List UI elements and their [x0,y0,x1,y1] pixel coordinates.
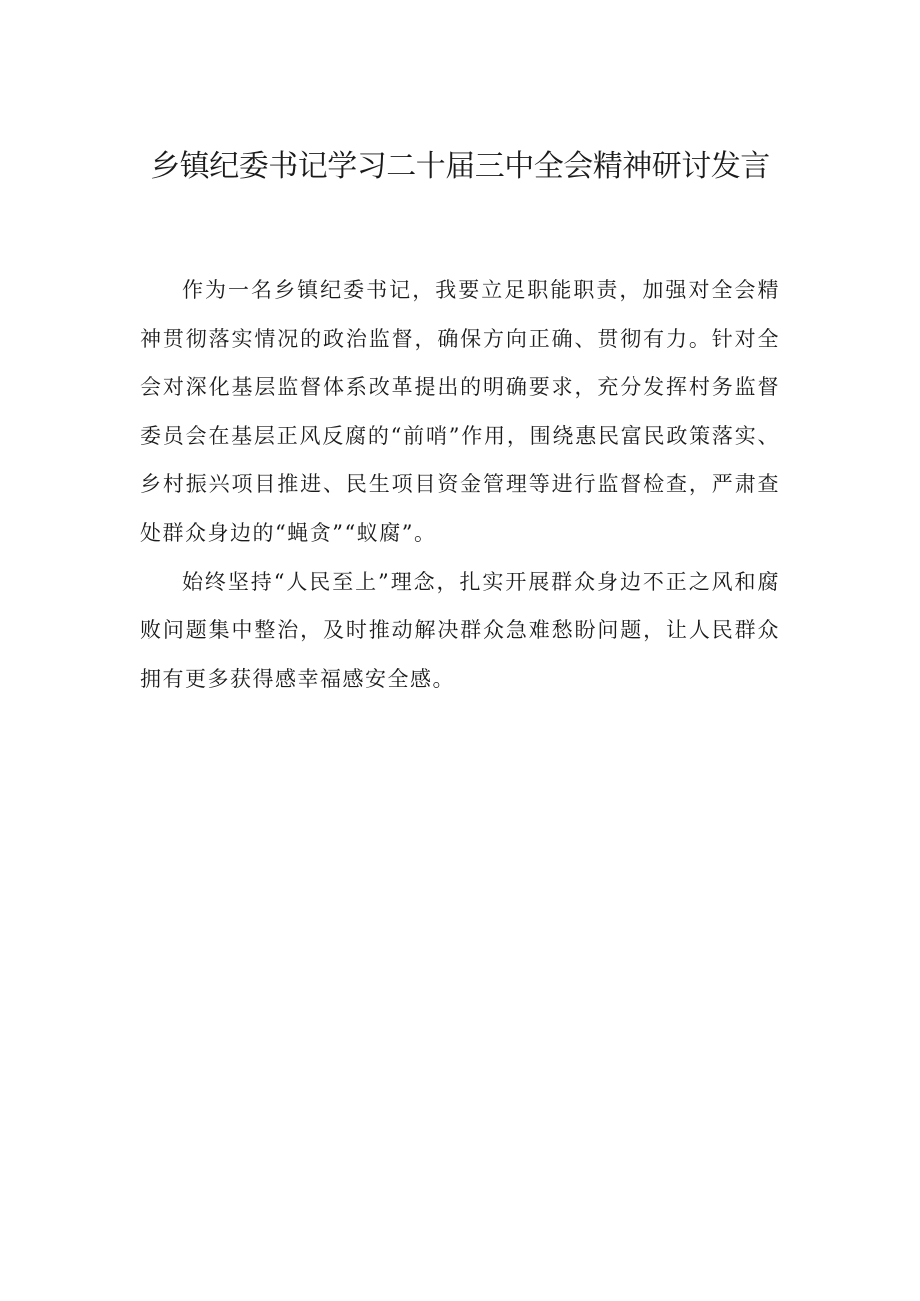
document-title: 乡镇纪委书记学习二十届三中全会精神研讨发言 [150,149,770,184]
document-body [140,266,780,703]
paragraph-2: 始终坚持“人民至上”理念，扎实开展群众身边不正之风和腐败问题集中整治，及时推动解决群众急难愁盼问题，让人民群众拥有更多获得感幸福感安全感。 [140,569,780,691]
paragraph-1: 作为一名乡镇纪委书记，我要立足职能职责，加强对全会精神贯彻落实情况的政治监督，确保方向正确、贯彻有力。针对全会对深化基层监督体系改革提出的明确要求，充分发挥村务监督委员会在基层正风反腐的“前哨”作用，围绕惠民富民政策落实、乡村振兴项目推进、民生项目资金管理等进行监督检查，严肃查处群众身边的“蝇贪”“蚁腐”。 [140,278,780,545]
